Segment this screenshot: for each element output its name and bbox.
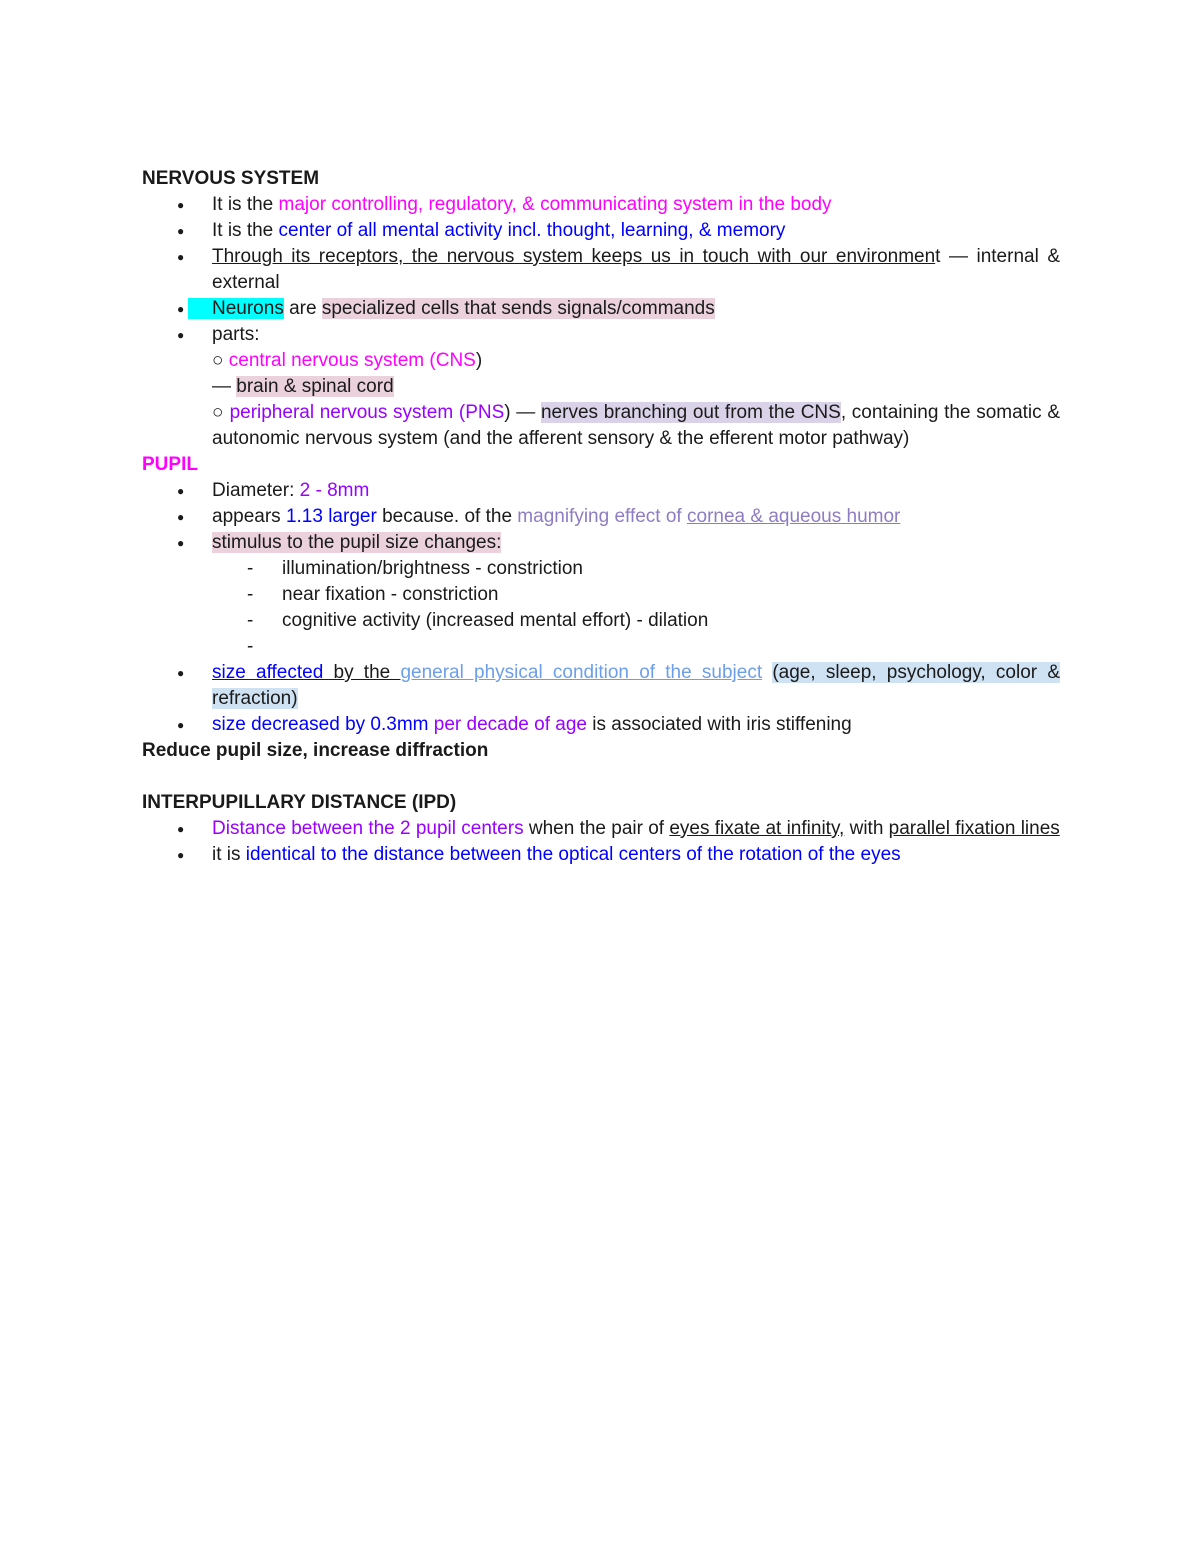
text: with	[844, 818, 889, 839]
text-highlight-pink: stimulus to the pupil size changes:	[212, 532, 502, 553]
text-underlined: eyes fixate at infinity,	[669, 818, 845, 839]
ipd-list	[142, 816, 1060, 868]
text-blue: size decreased by	[212, 714, 371, 735]
heading-reduce-pupil: Reduce pupil size, increase diffraction	[142, 740, 489, 761]
list-item	[212, 816, 1060, 842]
heading-nervous-system: NERVOUS SYSTEM	[142, 168, 320, 189]
pupil-list	[142, 478, 1060, 738]
text-skyblue-underlined: general physical condition of the subject	[400, 662, 763, 683]
pns-line	[212, 400, 1060, 452]
text-underlined: by the	[333, 662, 401, 683]
text: Diameter:	[212, 480, 300, 501]
text-pink: major controlling, regulatory, & communicating system in the body	[278, 194, 832, 215]
circle-bullet: ○	[212, 350, 229, 371]
text-pink: central nervous system (CNS	[228, 350, 476, 371]
nervous-system-list	[142, 192, 1060, 452]
list-item	[212, 478, 1060, 504]
list-item	[212, 192, 1060, 218]
parts-label: ● parts:	[212, 324, 260, 345]
list-item	[212, 712, 1060, 738]
text: )	[475, 350, 483, 371]
text-highlight-cyan: Neurons	[188, 298, 284, 319]
text-highlight-lavender: nerves branching out from the CNS	[540, 402, 841, 423]
text-highlight-pink: specialized cells that sends signals/commands	[321, 298, 715, 319]
text: t — internal & external	[212, 246, 1060, 293]
heading-pupil: PUPIL	[142, 454, 198, 475]
document-page	[142, 166, 1060, 868]
text-highlight-pink: brain & spinal cord	[236, 376, 394, 397]
list-item	[212, 244, 1060, 296]
text-lavender: magnifying effect of	[517, 506, 687, 527]
heading-ipd: INTERPUPILLARY DISTANCE (IPD)	[142, 792, 457, 813]
text	[762, 662, 772, 683]
text: —	[212, 376, 237, 397]
cns-line	[212, 348, 1060, 374]
list-item	[212, 504, 1060, 530]
dash-item: - near fixation - constriction	[282, 582, 1060, 608]
text: because. of the	[376, 506, 518, 527]
text-blue-underlined: size affected	[212, 662, 334, 683]
circle-bullet: ○	[212, 402, 230, 423]
text: It is the	[212, 220, 279, 241]
list-item	[212, 660, 1060, 712]
text-blue: 0.3mm	[370, 714, 429, 735]
text-underlined: Through its receptors, the nervous system keeps us in touch with our environmen	[212, 246, 936, 267]
dash-item: - illumination/brightness - constriction	[282, 556, 1060, 582]
text-highlight-blue: (age, sleep, psychology, color & refraction)	[212, 662, 1061, 709]
text-underlined: parallel fixation lines	[888, 818, 1060, 839]
text-purple: 2 - 8mm	[299, 480, 370, 501]
list-item	[212, 322, 1060, 452]
text: , containing the somatic & autonomic nervous system (and the afferent sensory & the efferent motor pathway)	[212, 402, 1061, 449]
text-blue: identical to the distance between the optical centers of the rotation of the eyes	[245, 844, 901, 865]
dash-item: - cognitive activity (increased mental effort) - dilation	[282, 608, 1060, 634]
text: it is	[212, 844, 246, 865]
text: It is the	[212, 194, 279, 215]
list-item	[212, 296, 1060, 322]
list-item	[212, 842, 1060, 868]
text-purple: Distance between the 2 pupil centers	[212, 818, 524, 839]
text-blue: center of all mental activity incl. thought, learning, & memory	[278, 220, 786, 241]
list-item	[212, 530, 1060, 660]
text-purple: peripheral nervous system (PNS	[229, 402, 505, 423]
text: are	[283, 298, 322, 319]
list-item	[212, 218, 1060, 244]
text: is associated with iris stiffening	[586, 714, 852, 735]
text: when the pair of	[523, 818, 670, 839]
text-lavender-underlined: cornea & aqueous humor	[687, 506, 901, 527]
stimulus-list	[212, 556, 1060, 660]
text-blue: 1.13 larger	[285, 506, 377, 527]
cns-desc-line	[212, 374, 1060, 400]
blank-line	[142, 764, 1060, 790]
text: appears	[212, 506, 286, 527]
text: ) —	[504, 402, 541, 423]
text-purple: per decade of age	[428, 714, 587, 735]
dash-item	[282, 634, 1060, 660]
